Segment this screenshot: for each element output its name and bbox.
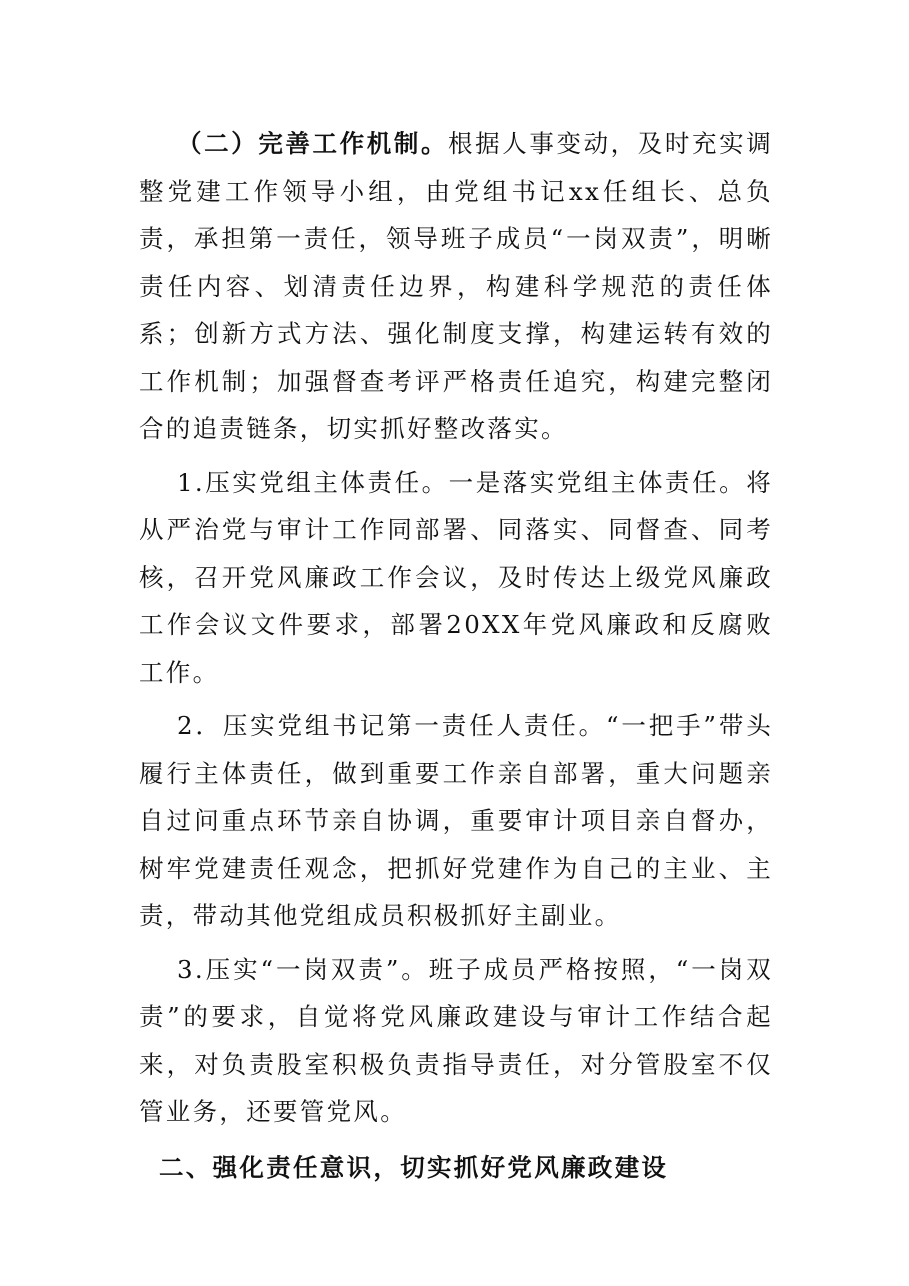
section-2-text: 根据人事变动，及时充实调整党建工作领导小组，由党组书记xx任组长、总负责，承担第一责任，领导班子成员“一岗双责”，明晰责任内容、划清责任边界，构建科学规范的责任体系；创新方式方法、强化制度支撑，构建运转有效的工作机制；加强督查考评严格责任追究，构建完整闭合的追责链条，切实抓好整改落实。 <box>139 129 773 443</box>
document-body <box>139 120 773 1191</box>
section-heading-2: 二、强化责任意识，切实抓好党风廉政建设 <box>159 1152 669 1182</box>
paragraph-item-2: 2．压实党组书记第一责任人责任。“一把手”带头履行主体责任，做到重要工作亲自部署，重大问题亲自过问重点环节亲自协调，重要审计项目亲自督办，树牢党建责任观念，把抓好党建作为自己的主业、主责，带动其他党组成员积极抓好主副业。 <box>139 711 773 930</box>
section-2-title: （二）完善工作机制。 <box>177 129 449 158</box>
paragraph-item-3: 3.压实“一岗双责”。班子成员严格按照，“一岗双责”的要求，自觉将党风廉政建设与审计工作结合起来，对负责股室积极负责指导责任，对分管股室不仅管业务，还要管党风。 <box>139 954 773 1126</box>
paragraph-item-1: 1.压实党组主体责任。一是落实党组主体责任。将从严治党与审计工作同部署、同落实、同督查、同考核，召开党风廉政工作会议，及时传达上级党风廉政工作会议文件要求，部署20XX年党风廉政和反腐败工作。 <box>139 467 773 687</box>
paragraph-section-2 <box>139 120 773 453</box>
